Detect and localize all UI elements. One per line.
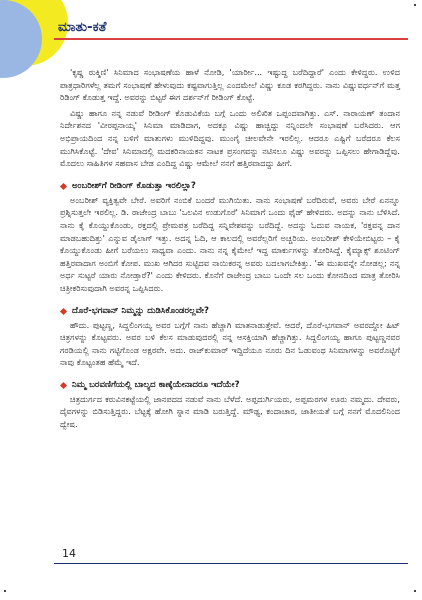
intro-paragraph: ವಿಷ್ಣು ಹಾಗೂ ನನ್ನ ನಡುವೆ ರೀಡಿಂಗ್ ಕೊಡುವಿಕೆಯ ಬಗ್ಗೆ ಒಂದು ಅಲಿಖಿತ ಒಪ್ಪಂದವಾಗಿತ್ತು. ಎಸ್. ನಾರಾಯಣ್ ತಂದಾನ ನಿರ್ದೇಶನದ 'ವೀರಪ್ಪನಾಯ್ಕ' ಸಿನಿಮಾ ಮಾಡಿದಾಗ, ಅದಕ್ಕೂ ವಿಷ್ಣು ಹಾಚ್ಚಿದ್ದು ನನ್ನಿಂದಲೇ ಸಂಭಾಷಣೆ ಬರೆಸಿದರು. ಆಗ ಅಭಿಪ್ರಾಯದಿಂದ ನನ್ನ ಬಳಿಗೆ ಮಾತುಗಳು ಮುಳಿದಿದ್ದವು. ಮುಂಗೈ ಚೀಲವೇನೇ ಇರಲಿಲ್ಲ. ಆದರೂ ಎಷ್ಟಿಗೆ ಬರೆದರೂ ಕೆಲಸ ಮುಗಿಸಿಕೊಟ್ಟೆ. 'ದೇವ' ಸಿನಿಮಾದಲ್ಲಿ ಮದಕರಿನಾಯಕನ ನಾಟಕ ಪ್ರಸಂಗವನ್ನು ನಟಿಸಲೂ ವಿಷ್ಣು ಅವರನ್ನು ಒಪ್ಪಿಸಲು ಹೇಗಾಡಿದ್ದೆವು. ಮೊದಲು ಸಾಹಿತಿಗಳ ಸಹವಾಸ ಬೇಡ ಎಂದಿದ್ದ ವಿಷ್ಣು ಆಮೇಲೆ ನನಗೆ ಹತ್ತಿರವಾದದ್ದು ಹೀಗೆ. xyxy=(60,107,400,169)
footer-rule xyxy=(54,563,408,564)
crop-mark xyxy=(414,4,416,6)
answer-paragraph: ಹೌದು. ಪುಟ್ಟಣ್ಣ, ಸಿದ್ದಲಿಂಗಯ್ಯ ಅವರ ಬಗ್ಗೆಗೆ ನಾನು ಹೆಚ್ಚಾಗಿ ಮಾತನಾಡುತ್ತೇವೆ. ಆದರೆ, ದೊರೆ-ಭಗವಾನ್ ಅವರದ್ದೋ ಹಿಟ್ ಚಿತ್ರಗಳನ್ನು ಕೊಟ್ಟವರು. ಅವರ ಬಳಿ ಕೆಲಸ ಮಾಡುವುದರಲ್ಲಿ ನನ್ನ ಆಸಕ್ತಿಯಾಗಿ ಹೆಚ್ಚಾಗಿತ್ತು. ಸಿದ್ದಲಿಂಗಯ್ಯ ಹಾಗೂ ಪುಟ್ಟಣ್ಣನವರ ಗರಡಿಯಲ್ಲಿ ನಾನು ಗಟ್ಟಿಗೊಂಡ ಅಕ್ಷರವೇ. ಅದು. ರಾಜ್‌ಕುಮಾರ್ ಇದ್ದಿದೆಯೂ ನೂರು ದಿನ ಓಡುವಂಥ ಸಿನಿಮಾಗಳನ್ನು ಅವರೊಟ್ಟಿಗೆ ನಾವು ಕೊಟ್ಟಂತಹ ಹೆಮ್ಮೆ ಇದೆ. xyxy=(60,319,400,368)
section-header xyxy=(54,18,408,40)
question-heading xyxy=(60,180,400,192)
answer-paragraph: ಅಂಬರೀಶ್ ವ್ಯಕ್ತಿತ್ವವೇ ಬೇರೆ. ಅವರಿಗೆ ನಂಬಿಕೆ ಬಂದರೆ ಮುಗಿಯಿತು. ನಾನು ಸಂಭಾಷಣೆ ಬರೆದಿರುವೆ, ಅವರು ಬೇರೆ ಏನನ್ನೂ ಪ್ರಶ್ನಿಸುತ್ತಲೇ ಇರಲಿಲ್ಲ. ಡಿ. ರಾಜೇಂದ್ರ ಬಾಬು 'ಒಲವಿನ ಉಡುಗೊರೆ' ಸಿನಿಮಾಗೆ ಒಂದು ಫೈಡ್ ಹೇಳಿದರು. ಅದನ್ನು ನಾನು ಬೆಳಿಸಿದೆ. ನಾನು ಕೈ ಕೊಯ್ದುಕೊಂಡು, ರಕ್ತದಲ್ಲಿ ಪ್ರೇಮಪತ್ರ ಬರೆದಿದ್ದ ಸನ್ನಿವೇಶವನ್ನು ಬರೆದಿದ್ದೆ. ಅದನ್ನು ಓದುವ ನಾಯಕ, 'ರಕ್ತವನ್ನ ದಾನ ಮಾಡಬಹುದಿತ್ತು' ಎನ್ನುವ ಡೈಲಾಗ್ ಇತ್ತು. ಅದನ್ನ ಓದಿ, ಆ ಕಾಲದಲ್ಲಿ ಅವರೆಲ್ಲರಿಗೆ ಅಚ್ಚರಿಯ. ಅಂಬರೀಶ್ ಕೇಳಿಯೇಬಿಟ್ಟರು – ಕೈ ಕೊಯ್ದುಕೊಂಡು ಹೀಗೆ ಬರೆಯಲು ಸಾಧ್ಯವಾ ಎಂದು. ನಾನು ನನ್ನ ಕೈಮೇಲೆ ಇದ್ದ ಮಾರ್ಕುಗಳನ್ನು ತೋರಿಸಿದ್ದೆ. ಕೈಮ್ಯಾಕ್ಸ್ ಶೂಟಿಂಗ್ ಹತ್ತಿರವಾದಾಗ ಅಂಬಿಗೆ ಕೋಪ. ಮುಖ ಆಗಿದರ ಸುಟ್ಟಿದವ ನಾಯಿಕರನ್ನ ಅವರು ಬದಲಾಗಬೇಕಿತ್ತು. 'ಈ ಮುಖವನ್ನೇ ನೋಡಲ್ಲ; ನನ್ನ ಅರ್ಧ ಸುಟ್ಟರೆ ಯಾರು ನೋಡ್ತಾರೆ?' ಎಂದು ಕೇಳಿದರು. ಕೊನೆಗೆ ರಾಜೇಂದ್ರ ಬಾಬು ಒಂದೇ ಸಲ ಒಂದು ಕೋನದಿಂದ ಮಾತ್ರ ತೋರಿಸಿ ಚಿತ್ರೀಕರಿಸುವುದಾಗಿ ಅವರನ್ನ ಒಪ್ಪಿಸಿದರು. xyxy=(60,194,400,293)
diamond-bullet-icon xyxy=(60,382,67,389)
diamond-bullet-icon xyxy=(60,307,67,314)
question-text: ನಿಮ್ಮ ಬರವಣಿಗೆಯಲ್ಲಿ ಬಾಲ್ಯದ ಕಾಣ್ಕೆಯೇನಾದರೂ ಇದೆಯೇ? xyxy=(72,379,240,390)
page-number: 14 xyxy=(62,547,76,560)
question-text: ಅಂಬರೀಶ್‌ಗೆ ರೀಡಿಂಗ್ ಕೊಡುತ್ತಾ ಇರಲಿಲ್ಲಾ? xyxy=(72,180,196,191)
article-body xyxy=(60,66,400,437)
intro-paragraph: 'ಕೃಷ್ಣ ರುಕ್ಮಿಣಿ' ಸಿನಿಮಾದ ಸಂಭಾಷಣೆಯ ಹಾಳೆ ನೋಡಿ, 'ಯಾರ್ರೀ... ಇಷ್ಟುದ್ದ ಬರೆದಿದ್ದಾರೆ' ಎಂದು ಕೇಳಿದ್ದರು. ಉಳಿದ ಪಾತ್ರಧಾರಿಗಳೆಲ್ಲ ತಮಗೆ ಸಂಭಾಷಣೆ ಹೇಳುವುದು ಕಷ್ಟವಾಗುತ್ತಿಲ್ಲ ಎಂದಮೇಲೆ ವಿಷ್ಣು ಕೂಡ ಕರಗಿದ್ದರು. ನಾನು ವಿಷ್ಣುವರ್ಧನ್‌ಗೆ ಮತ್ತ ರಿಡಿಂಗ್ ಕೊಡುತ್ತ ಇದ್ದೆ. ಅವರನ್ನು ಬಿಟ್ಟರೆ ಈಗ ದರ್ಶನ್‌ಗೆ ರೀಡಿಂಗ್ ಕೊಟ್ಟೆ. xyxy=(60,67,400,103)
diamond-bullet-icon xyxy=(60,183,67,190)
answer-paragraph: ಚಿತ್ರದುರ್ಗದ ಕರುವಿನಕಟ್ಟೆಯಲ್ಲಿ ಜಾನಪದದ ನಡುವೆ ನಾನು ಬೆಳೆದೆ. ಅಪ್ಪದುರ್ಗಿಯರು, ಅಪ್ಪಮರಗಳ ಊರು ನಮ್ಮದು. ದೇವರು, ದೈವಗಳನ್ನು ಬಿಡಿಸುತ್ತಿದ್ದರು. ಬೆಟ್ಟಕ್ಕೆ ಹೋಗಿ ಸ್ನಾನ ಮಾಡಿ ಬರುತ್ತಿದ್ದೆ. ಮೌಢ್ಯ, ಕಂದಾಚಾರ, ಜಾತೀಯತೆ ಬಗ್ಗೆ ನನಗೆ ಮೊದಲಿನಿಂದ ದ್ವೇಷ. xyxy=(60,393,400,430)
question-text: ದೊರೆ-ಭಗವಾನ್ ನಿಮ್ಮನ್ನು ದುಡಿಸಿಕೊಂಡರಲ್ಲವೇ? xyxy=(72,305,209,316)
question-heading xyxy=(60,305,400,317)
section-title: ಮಾತು-ಕತೆ xyxy=(58,19,107,35)
question-heading xyxy=(60,379,400,391)
crop-mark xyxy=(414,590,416,592)
crop-mark xyxy=(4,590,6,592)
